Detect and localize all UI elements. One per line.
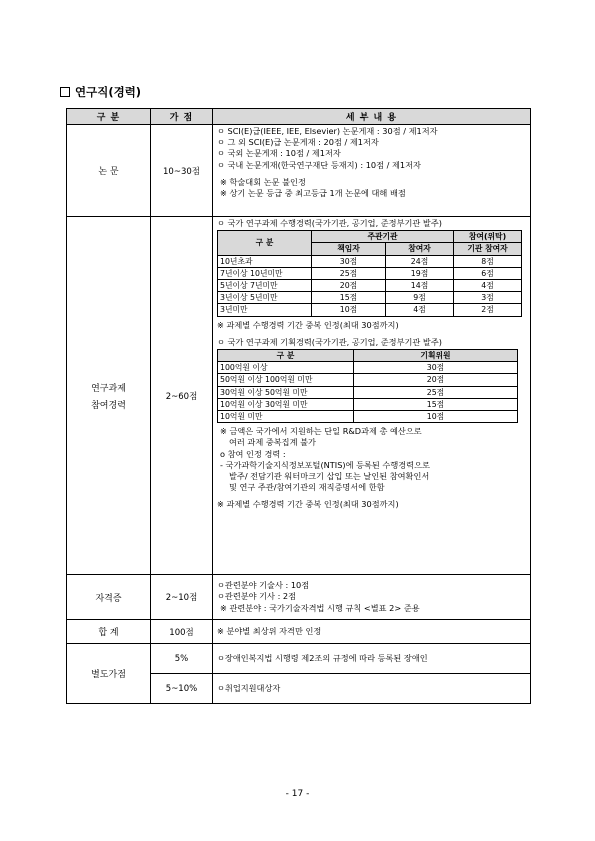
plan-h-category: 구 분 — [218, 350, 354, 362]
exec-h-resp: 책임자 — [312, 243, 386, 255]
research-category — [67, 217, 151, 575]
exec-h-main: 주관기관 — [312, 231, 454, 243]
table-row — [218, 304, 522, 316]
exec-row-label: 3년이상 5년미만 — [218, 292, 312, 304]
license-line: ㅇ관련분야 기사 : 2점 — [217, 591, 297, 602]
table-row — [218, 374, 518, 386]
exec-row-part: 19점 — [386, 267, 454, 279]
table-row — [218, 292, 522, 304]
exec-row-resp: 20점 — [312, 280, 386, 292]
table-row — [218, 280, 522, 292]
exec-row-label: 7년이상 10년미만 — [218, 267, 312, 279]
exec-note: ※ 과제별 수행경력 기간 중복 인정(최대 30점까지) — [217, 319, 399, 330]
exec-row-resp: 30점 — [312, 255, 386, 267]
table-row — [218, 362, 518, 374]
table-row — [218, 411, 518, 423]
recog-line-2: 발주/ 전담기관 워터마크기 삽입 또는 날인된 참여확인서 — [229, 471, 430, 482]
recog-line-3: 및 연구 주관/참여기관의 재직증명서에 한함 — [229, 482, 385, 493]
header-points: 가 점 — [151, 109, 213, 125]
research-category-line1: 연구과제 — [91, 383, 126, 394]
final-note: ※ 과제별 수행경력 기간 중복 인정(최대 30점까지) — [217, 499, 399, 510]
paper-line: ㅇ 그 외 SCI(E)급 논문게재 : 20점 / 제1저자 — [217, 137, 379, 148]
plan-row-label: 50억원 이상 100억원 미만 — [218, 374, 354, 386]
exec-row-part: 9점 — [386, 292, 454, 304]
plan-row-label: 10억원 이상 30억원 미만 — [218, 398, 354, 410]
exec-row-label: 3년미만 — [218, 304, 312, 316]
paper-line: ㅇ SCI(E)급(IEEE, IEE, Elsevier) 논문게재 : 30점 / 제1저자 — [217, 126, 438, 136]
plan-row-label: 10억원 미만 — [218, 411, 354, 423]
paper-line: ㅇ 국외 논문게재 : 10점 / 제1저자 — [217, 148, 341, 159]
recog-title: o 참여 인정 경력 : — [220, 448, 286, 459]
section-title-text: 연구직(경력) — [75, 85, 142, 99]
extra-category: 별도가점 — [67, 644, 151, 704]
section-title — [60, 84, 141, 100]
research-details — [213, 217, 531, 575]
license-row — [67, 575, 531, 620]
exec-h-consign2: 기관 참여자 — [454, 243, 522, 255]
exec-h-category: 구 분 — [218, 231, 312, 255]
paper-line: ㅇ 국내 논문게재(한국연구재단 등재지) : 10점 / 제1저자 — [217, 159, 421, 170]
exec-row-label: 10년초과 — [218, 255, 312, 267]
total-category: 합 계 — [67, 620, 151, 644]
plan-career-table — [217, 349, 518, 423]
exec-row-resp: 10점 — [312, 304, 386, 316]
exec-row-consign: 3점 — [454, 292, 522, 304]
exec-h-consign1: 참여(위탁) — [454, 231, 522, 243]
paper-points: 10~30점 — [151, 125, 213, 217]
recog-line-1: - 국가과학기술지식정보포털(NTIS)에 등록된 수행경력으로 — [220, 459, 430, 470]
checkbox-icon — [60, 87, 70, 97]
exec-row-label: 5년이상 7년미만 — [218, 280, 312, 292]
table-row — [218, 386, 518, 398]
extra-points-2: 5~10% — [151, 674, 213, 704]
license-line: ※ 관련분야 : 국가기술자격법 시행 규칙 <별표 2> 준용 — [220, 602, 420, 613]
exec-row-consign: 2점 — [454, 304, 522, 316]
license-line: ㅇ관련분야 기술사 : 10점 — [217, 580, 310, 591]
research-category-line2: 참여경력 — [91, 400, 126, 411]
plan-row-value: 10점 — [354, 411, 518, 423]
plan-h-value: 기획위원 — [354, 350, 518, 362]
table-header-row — [67, 109, 531, 125]
plan-row-value: 15점 — [354, 398, 518, 410]
paper-category: 논 문 — [67, 125, 151, 217]
exec-title: ㅇ 국가 연구과제 수행경력(국가기관, 공기업, 준정부기관 발주) — [217, 218, 442, 228]
license-details — [213, 575, 531, 620]
plan-note-1: ※ 금액은 국가에서 지원하는 단일 R&D과제 총 예산으로 — [220, 426, 422, 437]
extra-detail-2: ㅇ취업지원대상자 — [213, 674, 531, 704]
extra-detail-1: ㅇ장애인복지법 시행령 제2조의 규정에 따라 등록된 장애인 — [213, 644, 531, 674]
exec-row-part: 4점 — [386, 304, 454, 316]
extra-row-1 — [67, 644, 531, 674]
exec-career-table — [217, 230, 522, 316]
table-row — [218, 398, 518, 410]
exec-row-consign: 8점 — [454, 255, 522, 267]
scoring-table — [66, 108, 531, 704]
total-row — [67, 620, 531, 644]
table-row — [218, 255, 522, 267]
table-row — [218, 267, 522, 279]
extra-points-1: 5% — [151, 644, 213, 674]
plan-title: ㅇ 국가 연구과제 기획경력(국가기관, 공기업, 준정부기관 발주) — [217, 336, 442, 347]
plan-row-label: 30억원 이상 50억원 미만 — [218, 386, 354, 398]
paper-note: ※ 상기 논문 등급 중 최고등급 1개 논문에 대해 배점 — [220, 188, 406, 199]
plan-note-2: 여러 과제 중복집계 불가 — [229, 437, 316, 448]
plan-row-value: 20점 — [354, 374, 518, 386]
research-points: 2~60점 — [151, 217, 213, 575]
header-category: 구 분 — [67, 109, 151, 125]
license-category: 자격증 — [67, 575, 151, 620]
plan-row-label: 100억원 이상 — [218, 362, 354, 374]
paper-note: ※ 학술대회 논문 불인정 — [220, 176, 306, 187]
research-row — [67, 217, 531, 575]
total-detail: ※ 분야별 최상위 자격만 인정 — [213, 620, 531, 644]
exec-h-part: 참여자 — [386, 243, 454, 255]
exec-row-part: 24점 — [386, 255, 454, 267]
exec-row-consign: 6점 — [454, 267, 522, 279]
page-number: - 17 - — [285, 789, 310, 799]
paper-row — [67, 125, 531, 217]
exec-row-consign: 4점 — [454, 280, 522, 292]
exec-row-resp: 25점 — [312, 267, 386, 279]
header-details: 세 부 내 용 — [213, 109, 531, 125]
plan-row-value: 25점 — [354, 386, 518, 398]
exec-row-part: 14점 — [386, 280, 454, 292]
total-points: 100점 — [151, 620, 213, 644]
exec-row-resp: 15점 — [312, 292, 386, 304]
plan-row-value: 30점 — [354, 362, 518, 374]
paper-details — [213, 125, 531, 217]
license-points: 2~10점 — [151, 575, 213, 620]
